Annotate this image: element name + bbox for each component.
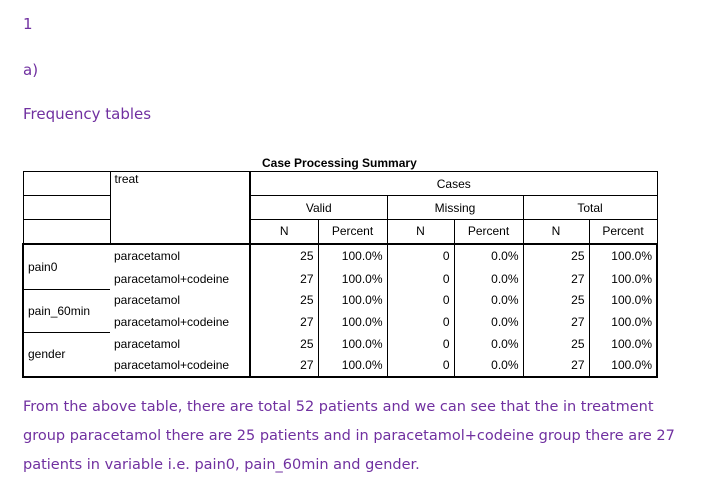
missing-percent: 0.0% — [454, 333, 523, 355]
valid-n: 27 — [250, 268, 318, 290]
subheader-percent: Percent — [454, 220, 523, 244]
summary-paragraph: From the above table, there are total 52 patients and we can see that the in treatment group paracetamol there are 25 patients and in paracetamol+codeine group there are 27 patients in variable i.e. pain0, pain_60min and gender. — [23, 399, 675, 473]
variable-label-gender: gender — [23, 333, 110, 377]
header-corner-cell — [23, 172, 110, 196]
valid-percent: 100.0% — [318, 290, 387, 311]
group-header-valid: Valid — [250, 196, 387, 220]
group-header-total: Total — [523, 196, 657, 220]
missing-percent: 0.0% — [454, 268, 523, 290]
total-percent: 100.0% — [589, 290, 657, 311]
missing-n: 0 — [387, 333, 454, 355]
subheader-percent: Percent — [589, 220, 657, 244]
valid-percent: 100.0% — [318, 333, 387, 355]
missing-n: 0 — [387, 355, 454, 377]
header-corner-cell — [23, 220, 110, 244]
missing-percent: 0.0% — [454, 290, 523, 311]
subheader-n: N — [523, 220, 589, 244]
valid-percent: 100.0% — [318, 268, 387, 290]
missing-n: 0 — [387, 290, 454, 311]
treat-label: paracetamol — [110, 290, 250, 311]
treat-label: paracetamol — [110, 333, 250, 355]
total-n: 25 — [523, 333, 589, 355]
total-n: 27 — [523, 311, 589, 333]
total-percent: 100.0% — [589, 333, 657, 355]
total-n: 27 — [523, 268, 589, 290]
missing-percent: 0.0% — [454, 244, 523, 268]
subheader-percent: Percent — [318, 220, 387, 244]
valid-percent: 100.0% — [318, 355, 387, 377]
total-percent: 100.0% — [589, 311, 657, 333]
header-corner-cell — [23, 196, 110, 220]
valid-n: 27 — [250, 355, 318, 377]
table-title: Case Processing Summary — [262, 156, 417, 170]
missing-n: 0 — [387, 268, 454, 290]
valid-percent: 100.0% — [318, 311, 387, 333]
treat-label: paracetamol+codeine — [110, 268, 250, 290]
missing-percent: 0.0% — [454, 355, 523, 377]
section-heading: Frequency tables — [23, 105, 152, 123]
section-number: 1 — [23, 15, 33, 33]
total-percent: 100.0% — [589, 244, 657, 268]
valid-percent: 100.0% — [318, 244, 387, 268]
valid-n: 25 — [250, 333, 318, 355]
treat-header-spacer — [110, 220, 250, 244]
variable-label-pain-60min: pain_60min — [23, 290, 110, 333]
case-processing-table — [22, 171, 658, 378]
variable-label-pain0: pain0 — [23, 244, 110, 290]
missing-percent: 0.0% — [454, 311, 523, 333]
valid-n: 25 — [250, 290, 318, 311]
valid-n: 25 — [250, 244, 318, 268]
total-percent: 100.0% — [589, 355, 657, 377]
total-n: 27 — [523, 355, 589, 377]
treat-label: paracetamol+codeine — [110, 355, 250, 377]
treat-label: paracetamol — [110, 244, 250, 268]
total-percent: 100.0% — [589, 268, 657, 290]
total-n: 25 — [523, 244, 589, 268]
treat-header: treat — [110, 172, 250, 196]
subsection-label: a) — [23, 61, 39, 79]
subheader-n: N — [387, 220, 454, 244]
treat-header-spacer — [110, 196, 250, 220]
cases-header: Cases — [250, 172, 657, 196]
treat-label: paracetamol+codeine — [110, 311, 250, 333]
group-header-missing: Missing — [387, 196, 523, 220]
missing-n: 0 — [387, 244, 454, 268]
subheader-n: N — [250, 220, 318, 244]
valid-n: 27 — [250, 311, 318, 333]
missing-n: 0 — [387, 311, 454, 333]
total-n: 25 — [523, 290, 589, 311]
